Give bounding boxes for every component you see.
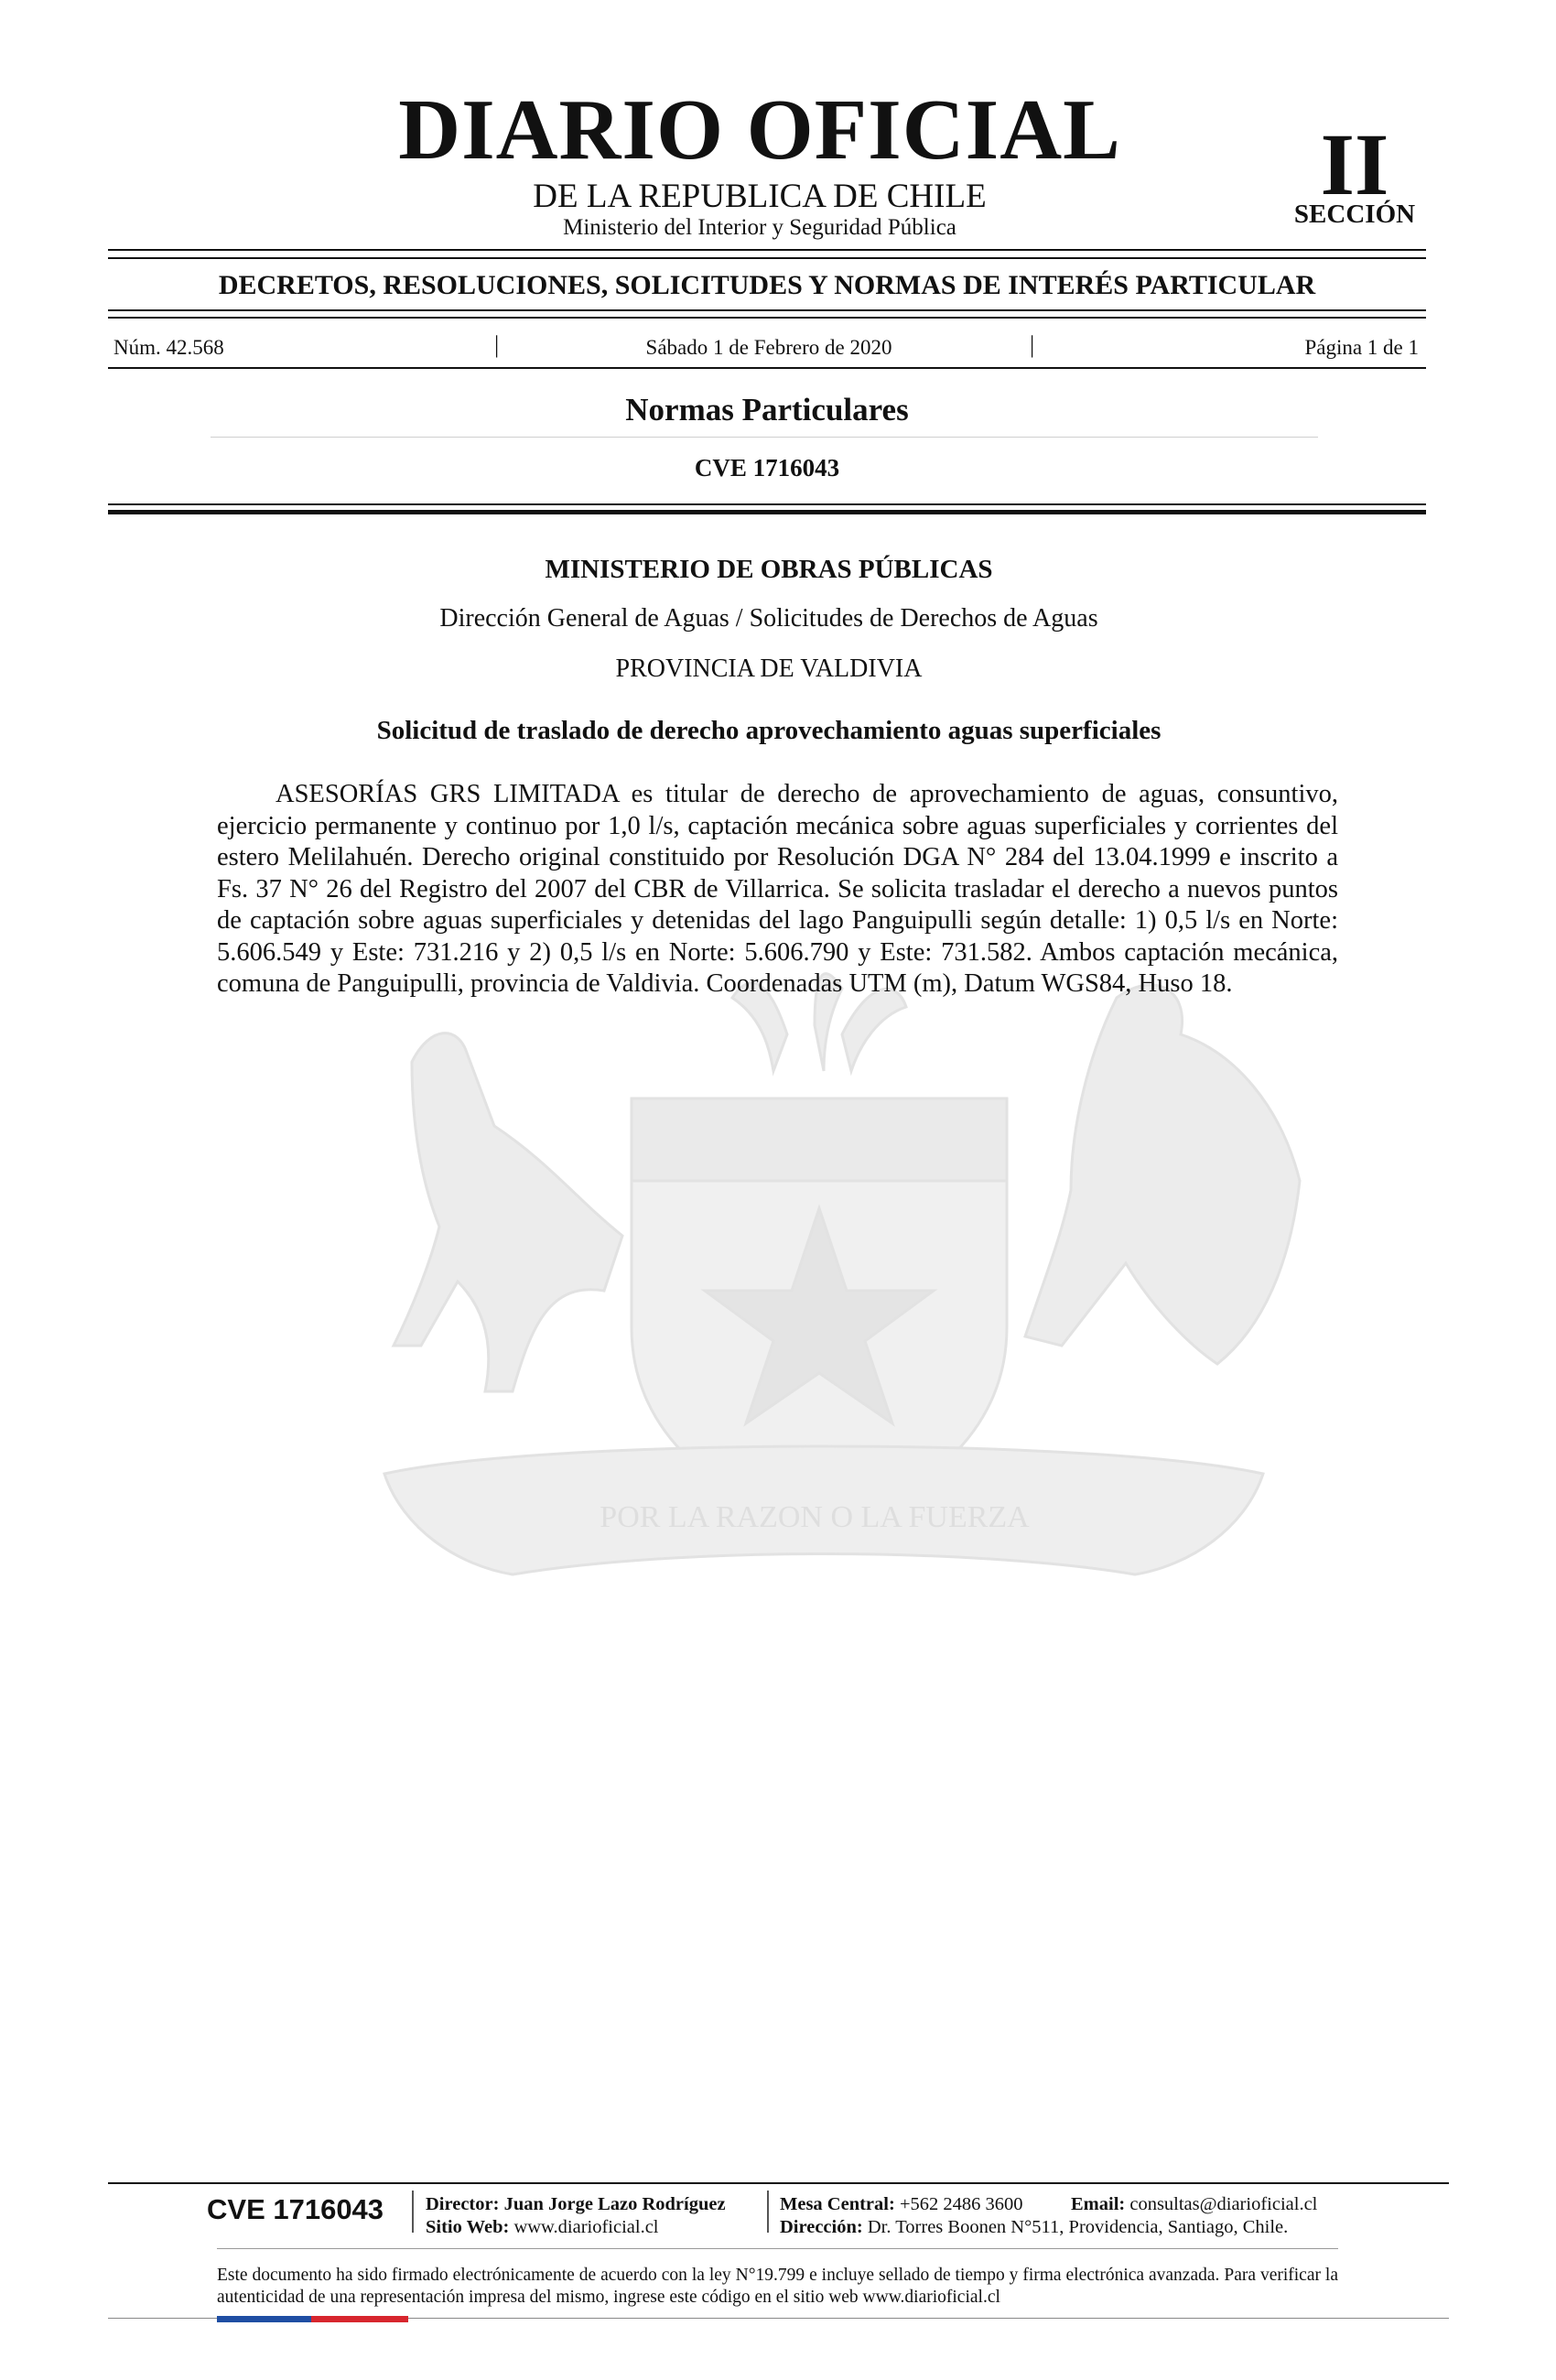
issue-date: Sábado 1 de Febrero de 2020 <box>645 336 892 359</box>
director-name: Juan Jorge Lazo Rodríguez <box>503 2194 726 2214</box>
phone-label: Mesa Central: <box>780 2194 895 2214</box>
header-rule <box>108 317 1426 319</box>
header-rule <box>108 249 1426 251</box>
document-ministry: MINISTERIO DE OBRAS PÚBLICAS <box>545 555 993 584</box>
flag-stripe-red <box>311 2316 408 2322</box>
cve-rule <box>108 510 1426 514</box>
email-link[interactable]: consultas@diarioficial.cl <box>1129 2194 1318 2214</box>
footer-website <box>426 2216 659 2239</box>
cve-code: CVE 1716043 <box>694 454 840 481</box>
flag-stripe-blue <box>217 2316 311 2322</box>
header-rule <box>108 309 1426 311</box>
masthead-title: DIARIO OFICIAL <box>398 82 1121 178</box>
document-subject: Solicitud de traslado de derecho aprovechamiento aguas superficiales <box>376 716 1162 745</box>
footer-divider <box>412 2191 414 2233</box>
issue-number: Núm. 42.568 <box>113 336 224 359</box>
document-direction: Dirección General de Aguas / Solicitudes de Derechos de Aguas <box>439 604 1098 633</box>
issue-rule <box>108 367 1426 369</box>
footer-email <box>1071 2193 1317 2216</box>
coat-of-arms-watermark <box>275 961 1355 1657</box>
website-label: Sitio Web: <box>426 2217 510 2237</box>
masthead-subtitle: DE LA REPUBLICA DE CHILE <box>533 178 987 215</box>
footer-divider <box>767 2191 769 2233</box>
header-band: DECRETOS, RESOLUCIONES, SOLICITUDES Y NORMAS DE INTERÉS PARTICULAR <box>218 270 1316 300</box>
issue-separator: | <box>1030 331 1035 358</box>
section-number: II <box>1320 115 1389 213</box>
issue-separator: | <box>494 331 500 358</box>
masthead-ministry: Ministerio del Interior y Seguridad Pública <box>563 215 956 240</box>
address-label: Dirección: <box>780 2217 863 2237</box>
document-province: PROVINCIA DE VALDIVIA <box>615 654 923 683</box>
email-label: Email: <box>1071 2194 1126 2214</box>
phone-number: +562 2486 3600 <box>899 2194 1023 2214</box>
footer-thin-rule <box>217 2248 1338 2249</box>
category-title: Normas Particulares <box>625 392 909 427</box>
address-text: Dr. Torres Boonen N°511, Providencia, Santiago, Chile. <box>867 2217 1289 2237</box>
website-link[interactable]: www.diarioficial.cl <box>513 2217 659 2237</box>
watermark-motto: POR LA RAZON O LA FUERZA <box>600 1500 1030 1534</box>
footer-director <box>426 2193 726 2216</box>
footer-legal-notice: Este documento ha sido firmado electrónicamente de acuerdo con la ley N°19.799 e incluye sellado de tiempo y firma electrónica avanzada. Para verificar la autenticidad de una representación impresa del mismo, ingrese este código en el sitio web www.diarioficial.cl <box>217 2266 1338 2307</box>
document-body: ASESORÍAS GRS LIMITADA es titular de derecho de aprovechamiento de aguas, consuntivo, ejercicio permanente y continuo por 1,0 l/s, captación mecánica sobre aguas superficiales y corrientes del estero Melilahuén. Derecho original constituido por Resolución DGA N° 284 del 13.04.1999 e inscrito a Fs. 37 N° 26 del Registro del 2007 del CBR de Villarrica. Se solicita trasladar el derecho a nuevos puntos de captación sobre aguas superficiales y detenidas del lago Panguipulli según detalle: 1) 0,5 l/s en Norte: 5.606.549 y Este: 731.216 y 2) 0,5 l/s en Norte: 5.606.790 y Este: 731.582. Ambos captación mecánica, comuna de Panguipulli, provincia de Valdivia. Coordenadas UTM (m), Datum WGS84, Huso 18. <box>217 780 1338 998</box>
issue-page: Página 1 de 1 <box>1304 336 1419 359</box>
footer-cve-code: CVE 1716043 <box>207 2193 384 2225</box>
cve-rule <box>108 503 1426 505</box>
director-label: Director: <box>426 2194 500 2214</box>
section-label: SECCIÓN <box>1293 200 1416 229</box>
footer-phone <box>780 2193 1023 2216</box>
footer-address <box>780 2216 1288 2239</box>
footer-rule <box>108 2182 1449 2184</box>
header-rule <box>108 257 1426 259</box>
category-divider <box>211 437 1318 438</box>
